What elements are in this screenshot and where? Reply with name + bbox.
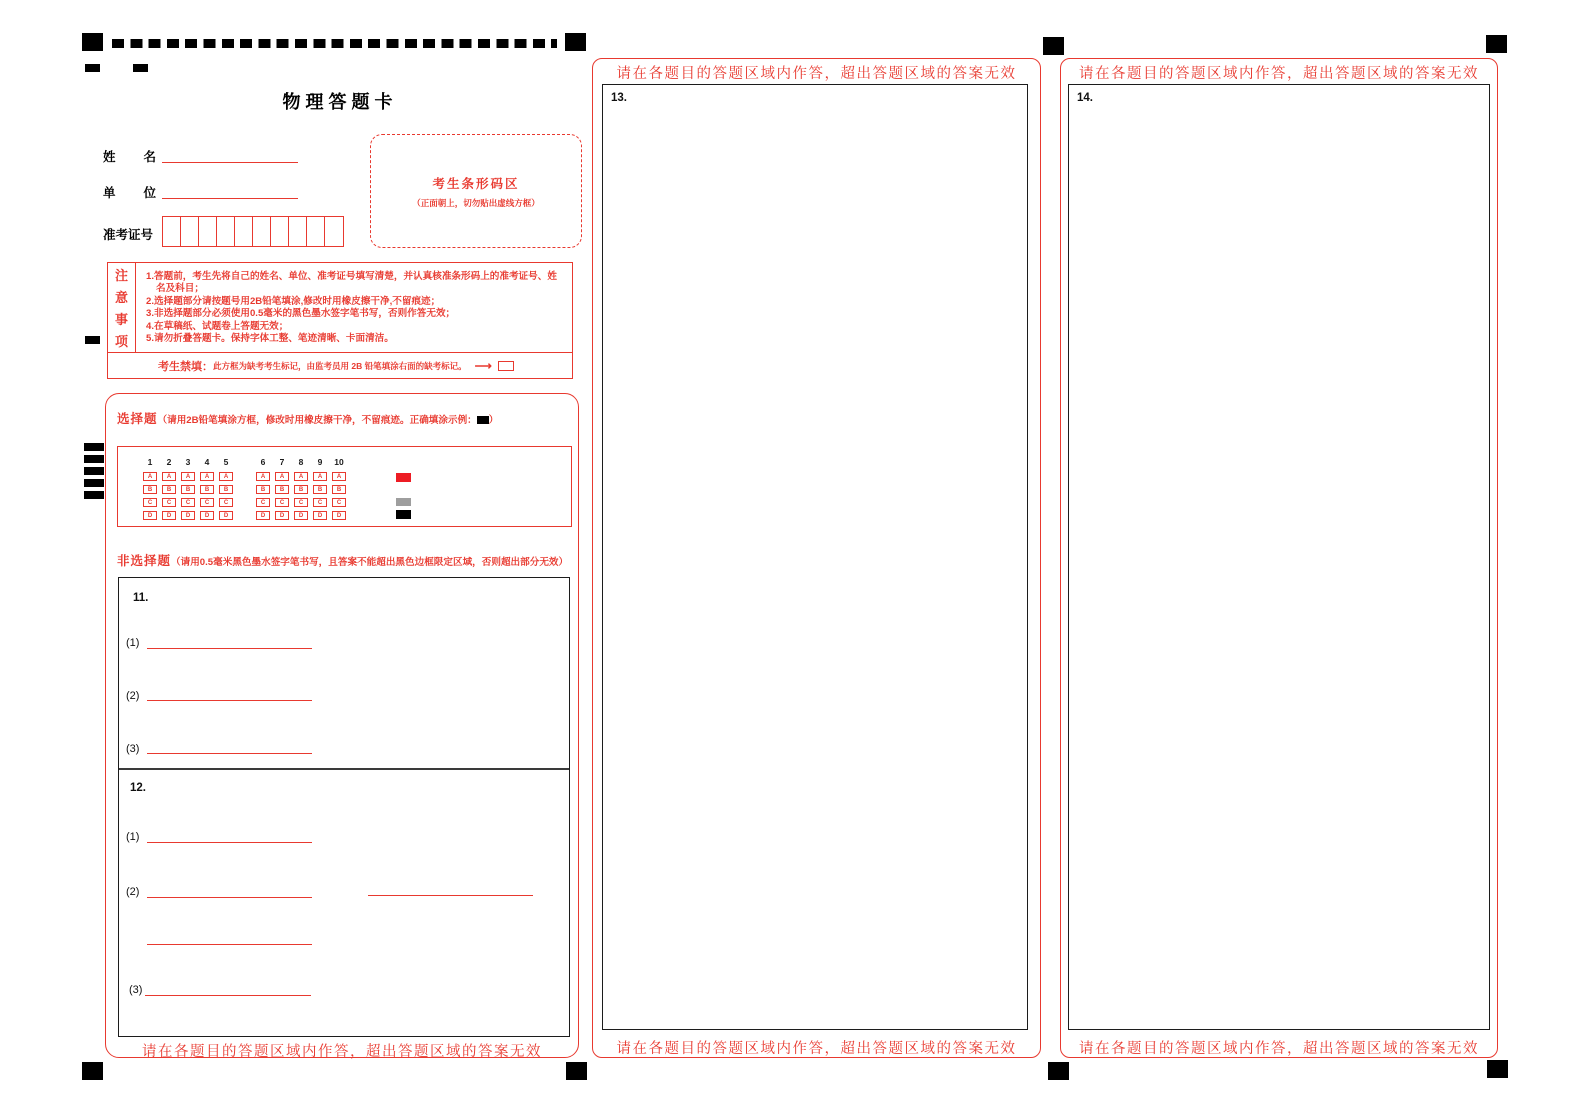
absent-mark-box[interactable] [498, 361, 514, 371]
q11-sub1-label: (1) [126, 637, 140, 649]
registration-mark [133, 64, 148, 72]
question-14-number: 14. [1077, 92, 1093, 104]
bubble-q10-C[interactable]: C [332, 498, 346, 507]
name-input-line[interactable] [162, 162, 298, 163]
q12-sub1-blank[interactable] [147, 842, 312, 843]
q12-sub1-label: (1) [126, 831, 140, 843]
notice-box [107, 262, 573, 379]
sheet-title: 物理答题卡 [282, 92, 398, 112]
warning-right-top: 请在各题目的答题区域内作答，超出答题区域的答案无效 [1079, 66, 1479, 82]
bubble-q1-C[interactable]: C [143, 498, 157, 507]
bubble-q5-C[interactable]: C [219, 498, 233, 507]
subjective-heading: 非选择题（请用0.5毫米黑色墨水签字笔书写，且答案不能超出黑色边框限定区域，否则超出部分无效） [117, 554, 569, 568]
question-number-label: 8 [298, 457, 304, 467]
bubble-q6-D[interactable]: D [256, 511, 270, 520]
q12-sub2-label: (2) [126, 886, 140, 898]
barcode-subtitle: （正面朝上，切勿贴出虚线方框） [412, 197, 540, 208]
registration-mark [1048, 1062, 1069, 1080]
answer-area-q11-q12[interactable] [118, 577, 570, 1037]
question-number-label: 2 [166, 457, 172, 467]
question-number-label: 1 [147, 457, 153, 467]
barcode-area[interactable] [370, 134, 582, 248]
bubble-group [256, 457, 346, 520]
notice-side-char: 项 [114, 334, 128, 349]
unit-input-line[interactable] [162, 198, 298, 199]
arrow-icon: ⟶ [474, 358, 492, 373]
question-number-label: 10 [334, 457, 344, 467]
id-digit-cell[interactable] [216, 216, 236, 247]
registration-mark [84, 491, 104, 499]
bubble-column-q10 [332, 457, 346, 520]
notice-side-char: 事 [114, 312, 128, 327]
forbid-label: 考生禁填： [158, 360, 213, 373]
bubble-q8-D[interactable]: D [294, 511, 308, 520]
bubble-q1-B[interactable]: B [143, 485, 157, 494]
registration-mark [84, 443, 104, 451]
bubble-q6-C[interactable]: C [256, 498, 270, 507]
question-number-label: 7 [279, 457, 285, 467]
bubble-q3-D[interactable]: D [181, 511, 195, 520]
bubble-q5-A[interactable]: A [219, 472, 233, 481]
bubble-q2-D[interactable]: D [162, 511, 176, 520]
notice-forbid-row [108, 352, 572, 378]
bubble-q6-A[interactable]: A [256, 472, 270, 481]
registration-dash-strip [112, 39, 557, 48]
registration-mark [82, 1062, 103, 1080]
bubble-column-q3 [181, 457, 195, 520]
registration-mark [84, 455, 104, 463]
notice-top [108, 263, 572, 352]
answer-area-q14[interactable] [1068, 84, 1490, 1030]
registration-mark [565, 33, 586, 51]
registration-mark [84, 479, 104, 487]
id-digit-cell[interactable] [324, 216, 344, 247]
question-number-label: 5 [223, 457, 229, 467]
bubble-q9-C[interactable]: C [313, 498, 327, 507]
q12-sub2-blank-right[interactable] [368, 895, 533, 896]
bubble-q4-A[interactable]: A [200, 472, 214, 481]
question-13-number: 13. [611, 92, 627, 104]
bubble-q4-C[interactable]: C [200, 498, 214, 507]
id-digit-cell[interactable] [252, 216, 272, 247]
notice-side-char: 注 [114, 268, 128, 283]
bubble-q2-B[interactable]: B [162, 485, 176, 494]
bubble-group [143, 457, 233, 520]
choice-bubble-grid [143, 457, 346, 520]
id-digit-cell[interactable] [306, 216, 326, 247]
bubble-q7-A[interactable]: A [275, 472, 289, 481]
bubble-q1-D[interactable]: D [143, 511, 157, 520]
bubble-q3-B[interactable]: B [181, 485, 195, 494]
registration-mark [566, 1062, 587, 1080]
q11-sub1-blank[interactable] [147, 648, 312, 649]
warning-right-bottom: 请在各题目的答题区域内作答，超出答题区域的答案无效 [1079, 1041, 1479, 1057]
bubble-q2-C[interactable]: C [162, 498, 176, 507]
question-11-number: 11. [133, 592, 149, 604]
q11-sub2-label: (2) [126, 690, 140, 702]
bubble-q1-A[interactable]: A [143, 472, 157, 481]
warning-middle-top: 请在各题目的答题区域内作答，超出答题区域的答案无效 [616, 66, 1017, 82]
bubble-q7-D[interactable]: D [275, 511, 289, 520]
notice-item: 4.在草稿纸、试题卷上答题无效； [146, 320, 289, 332]
bubble-column-q5 [219, 457, 233, 520]
bubble-q8-A[interactable]: A [294, 472, 308, 481]
registration-mark [84, 467, 104, 475]
exam-id-boxes[interactable] [162, 216, 344, 247]
calibration-red-swatch [396, 473, 411, 482]
id-digit-cell[interactable] [162, 216, 182, 247]
bubble-column-q2 [162, 457, 176, 520]
bubble-column-q8 [294, 457, 308, 520]
name-label: 姓名 [103, 150, 156, 164]
bubble-q2-A[interactable]: A [162, 472, 176, 481]
notice-item: 5.请勿折叠答题卡。保持字体工整、笔迹清晰、卡面清洁。 [146, 333, 394, 345]
warning-middle-bottom: 请在各题目的答题区域内作答，超出答题区域的答案无效 [616, 1041, 1017, 1057]
choice-heading: 选择题（请用2B铅笔填涂方框，修改时用橡皮擦干净，不留痕迹。正确填涂示例： ） [117, 412, 499, 426]
forbid-text: 此方框为缺考考生标记，由监考员用 2B 铅笔填涂右面的缺考标记。 [213, 360, 467, 371]
id-digit-cell[interactable] [270, 216, 290, 247]
notice-side-label [108, 263, 136, 352]
bubble-q6-B[interactable]: B [256, 485, 270, 494]
bubble-column-q4 [200, 457, 214, 520]
warning-left-bottom: 请在各题目的答题区域内作答，超出答题区域的答案无效 [142, 1044, 542, 1060]
q11-sub3-blank[interactable] [147, 753, 312, 754]
bubble-q8-B[interactable]: B [294, 485, 308, 494]
notice-item: 1.答题前，考生先将自己的姓名、单位、准考证号填写清楚，并认真核准条形码上的准考证号、姓名及科目； [146, 271, 557, 295]
bubble-q9-D[interactable]: D [313, 511, 327, 520]
bubble-q10-A[interactable]: A [332, 472, 346, 481]
notice-side-char: 意 [114, 290, 128, 305]
registration-mark [1487, 1060, 1508, 1078]
barcode-title: 考生条形码区 [432, 176, 520, 191]
bubble-q9-A[interactable]: A [313, 472, 327, 481]
bubble-column-q7 [275, 457, 289, 520]
question-number-label: 3 [185, 457, 191, 467]
calibration-black-swatch [396, 510, 411, 519]
bubble-q7-C[interactable]: C [275, 498, 289, 507]
id-digit-cell[interactable] [288, 216, 308, 247]
bubble-q5-B[interactable]: B [219, 485, 233, 494]
registration-mark [85, 336, 100, 344]
question-number-label: 9 [317, 457, 323, 467]
q12-sub3-blank[interactable] [145, 995, 311, 996]
question-number-label: 6 [260, 457, 266, 467]
id-digit-cell[interactable] [180, 216, 200, 247]
bubble-q9-B[interactable]: B [313, 485, 327, 494]
bubble-q5-D[interactable]: D [219, 511, 233, 520]
bubble-q7-B[interactable]: B [275, 485, 289, 494]
exam-id-label: 准考证号 [103, 228, 154, 242]
bubble-q4-B[interactable]: B [200, 485, 214, 494]
question-12-number: 12. [130, 782, 146, 794]
notice-item: 3.非选择题部分必须使用0.5毫米的黑色墨水签字笔书写，否则作答无效； [146, 308, 456, 320]
bubble-q3-C[interactable]: C [181, 498, 195, 507]
registration-mark [1486, 35, 1507, 53]
bubble-q10-D[interactable]: D [332, 511, 346, 520]
q12-sub3-label: (3) [129, 984, 143, 996]
bubble-q3-A[interactable]: A [181, 472, 195, 481]
calibration-gray-swatch [396, 498, 411, 506]
registration-mark [1043, 37, 1064, 55]
q11-q12-divider [119, 768, 569, 770]
q12-sub2-blank-extra[interactable] [147, 944, 312, 945]
unit-label: 单位 [103, 186, 156, 200]
answer-area-q13[interactable] [602, 84, 1028, 1030]
id-digit-cell[interactable] [198, 216, 218, 247]
q11-sub2-blank[interactable] [147, 700, 312, 701]
registration-mark [82, 33, 103, 51]
bubble-q8-C[interactable]: C [294, 498, 308, 507]
registration-mark [85, 64, 100, 72]
filled-example-swatch [477, 416, 489, 424]
q12-sub2-blank[interactable] [147, 897, 312, 898]
bubble-column-q9 [313, 457, 327, 520]
q11-sub3-label: (3) [126, 743, 140, 755]
bubble-q10-B[interactable]: B [332, 485, 346, 494]
notice-list [136, 263, 572, 352]
id-digit-cell[interactable] [234, 216, 254, 247]
bubble-q4-D[interactable]: D [200, 511, 214, 520]
bubble-column-q6 [256, 457, 270, 520]
notice-item: 2.选择题部分请按题号用2B铅笔填涂,修改时用橡皮擦干净,不留痕迹； [146, 295, 441, 307]
question-number-label: 4 [204, 457, 210, 467]
bubble-column-q1 [143, 457, 157, 520]
